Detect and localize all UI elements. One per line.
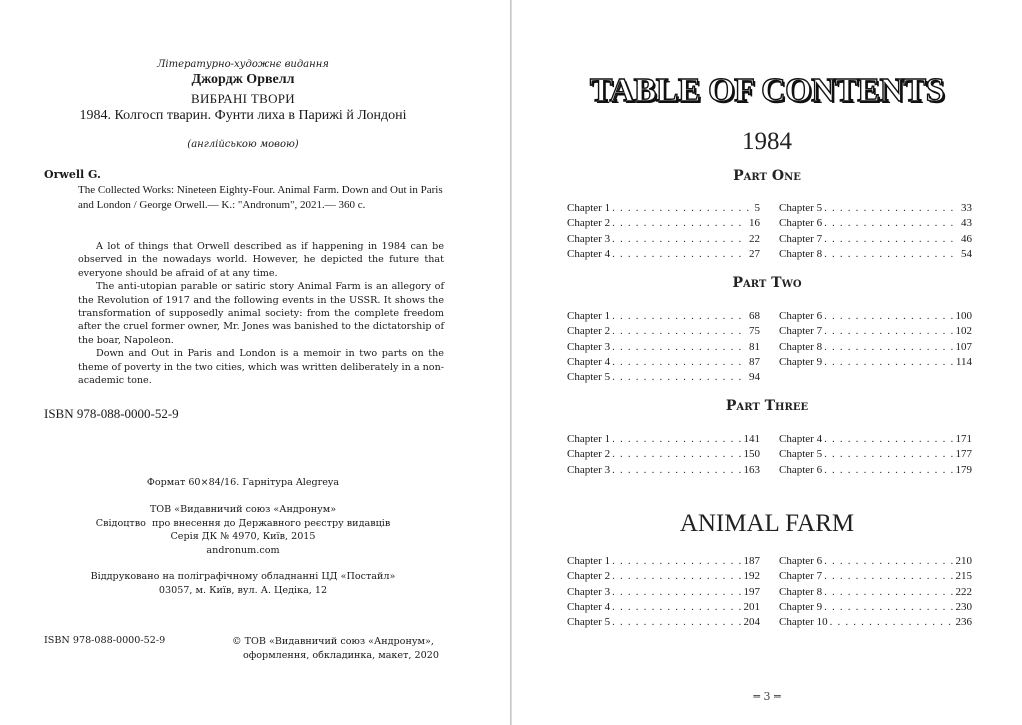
chapter-page-number: 81 bbox=[749, 340, 760, 353]
right-page-toc bbox=[512, 0, 1022, 725]
toc-list bbox=[779, 554, 972, 630]
chapter-page-number: 230 bbox=[955, 600, 972, 613]
dot-leader bbox=[824, 309, 953, 324]
format-text: Формат 60×84/16. Гарнітура Alegreya bbox=[146, 477, 340, 488]
toc-entry bbox=[567, 232, 760, 247]
toc-list bbox=[779, 309, 972, 370]
toc-entry bbox=[779, 585, 972, 600]
chapter-label: Chapter 7 bbox=[779, 325, 823, 338]
chapter-page-number: 54 bbox=[961, 247, 972, 260]
chapter-label: Chapter 4 bbox=[567, 247, 611, 260]
book-title-1984: 1984 bbox=[742, 128, 792, 155]
series-label: Літературно-художнє видання bbox=[157, 59, 329, 70]
dot-leader bbox=[612, 585, 741, 600]
toc-list bbox=[779, 201, 972, 262]
chapter-label: Chapter 3 bbox=[567, 463, 611, 476]
dot-leader bbox=[612, 216, 747, 231]
dot-leader bbox=[612, 432, 741, 447]
copyright-line: оформлення, обкладинка, макет, 2020 bbox=[243, 650, 439, 661]
works-list: 1984. Колгосп тварин. Фунти лиха в Парижі й Лондоні bbox=[79, 108, 407, 123]
collection-title: ВИБРАНІ ТВОРИ bbox=[191, 91, 295, 106]
chapter-label: Chapter 6 bbox=[779, 463, 823, 476]
toc-entry bbox=[567, 432, 760, 447]
chapter-page-number: 197 bbox=[743, 585, 760, 598]
chapter-page-number: 187 bbox=[743, 555, 760, 567]
catalog-description: The Collected Works: Nineteen Eighty-Four. Animal Farm. Down and Out in Paris and London / George Orwell.— K.: "Andronum", 2021.— 360 c. bbox=[78, 184, 443, 211]
chapter-page-number: 102 bbox=[955, 325, 972, 338]
toc-entry bbox=[779, 232, 972, 247]
toc-entry bbox=[779, 247, 972, 262]
dot-leader bbox=[612, 201, 752, 216]
dot-leader bbox=[824, 463, 953, 478]
toc-entry bbox=[779, 309, 972, 324]
chapter-page-number: 150 bbox=[743, 448, 760, 461]
footer-copyright bbox=[232, 635, 439, 663]
printing-block bbox=[40, 570, 446, 597]
chapter-page-number: 100 bbox=[955, 310, 972, 322]
chapter-page-number: 236 bbox=[955, 616, 972, 629]
chapter-label: Chapter 5 bbox=[567, 371, 611, 384]
chapter-label: Chapter 4 bbox=[779, 433, 823, 445]
toc-list bbox=[567, 432, 760, 478]
toc-entry bbox=[567, 324, 760, 339]
chapter-label: Chapter 1 bbox=[567, 202, 611, 214]
toc-entry bbox=[567, 340, 760, 355]
chapter-page-number: 27 bbox=[749, 247, 760, 260]
chapter-label: Chapter 6 bbox=[779, 310, 823, 322]
chapter-page-number: 107 bbox=[955, 340, 972, 353]
dot-leader bbox=[612, 370, 747, 385]
publisher-line: ТОВ «Видавничий союз «Андронум» bbox=[149, 504, 337, 515]
chapter-label: Chapter 4 bbox=[567, 355, 611, 368]
dot-leader bbox=[612, 463, 741, 478]
toc-entry bbox=[779, 340, 972, 355]
abstract bbox=[78, 240, 444, 387]
dot-leader bbox=[612, 340, 747, 355]
chapter-label: Chapter 3 bbox=[567, 232, 611, 245]
dot-leader bbox=[612, 324, 747, 339]
dot-leader bbox=[824, 216, 959, 231]
publisher-line: Свідоцтво про внесення до Державного реєстру видавців bbox=[95, 517, 391, 529]
printing-line: Віддруковано на поліграфічному обладнанні ЦД «Постайл» bbox=[90, 571, 396, 582]
dot-leader bbox=[612, 615, 741, 630]
toc-entry bbox=[779, 324, 972, 339]
toc-list bbox=[567, 201, 760, 262]
toc-entry bbox=[779, 201, 972, 216]
language-note: (англійською мовою) bbox=[187, 139, 299, 150]
toc-entry bbox=[567, 600, 760, 615]
footer-isbn: ISBN 978-088-0000-52-9 bbox=[44, 635, 166, 646]
dot-leader bbox=[824, 201, 959, 216]
dot-leader bbox=[612, 355, 747, 370]
toc-list bbox=[567, 309, 760, 385]
toc-entry bbox=[567, 585, 760, 600]
dot-leader bbox=[612, 309, 747, 324]
abstract-paragraph: The anti-utopian parable or satiric story Animal Farm is an allegory of the Revolution of 1917 and the following events in the USSR. It shows the transformation of supposedly animal society: from the complete freedom after the cruel former owner, Mr. Jones was banished to the dictatorship of the boar, Napoleon. bbox=[78, 281, 444, 346]
abstract-paragraph: A lot of things that Orwell described as if happening in 1984 can be observed in the nowadays world. However, he depicted the future that everyone should be afraid of at any time. bbox=[78, 241, 444, 279]
toc-entry bbox=[779, 554, 972, 569]
format-line bbox=[40, 476, 446, 490]
toc-entry bbox=[567, 554, 760, 569]
chapter-page-number: 22 bbox=[749, 232, 760, 245]
chapter-page-number: 68 bbox=[749, 310, 760, 322]
dot-leader bbox=[612, 232, 747, 247]
chapter-page-number: 215 bbox=[955, 570, 972, 583]
dot-leader bbox=[824, 585, 953, 600]
publisher-block bbox=[40, 503, 446, 557]
publisher-line: Серія ДК № 4970, Київ, 2015 bbox=[170, 531, 316, 543]
chapter-label: Chapter 6 bbox=[779, 555, 823, 567]
dot-leader bbox=[612, 600, 741, 615]
chapter-page-number: 5 bbox=[754, 202, 760, 214]
chapter-label: Chapter 5 bbox=[779, 448, 823, 461]
chapter-page-number: 201 bbox=[743, 600, 760, 613]
toc-entry bbox=[779, 432, 972, 447]
toc-entry bbox=[779, 600, 972, 615]
chapter-label: Chapter 2 bbox=[567, 570, 611, 583]
chapter-label: Chapter 2 bbox=[567, 325, 611, 338]
chapter-page-number: 33 bbox=[961, 202, 972, 214]
chapter-page-number: 222 bbox=[955, 585, 972, 598]
toc-entry bbox=[567, 309, 760, 324]
chapter-label: Chapter 8 bbox=[779, 585, 823, 598]
chapter-page-number: 75 bbox=[749, 325, 760, 338]
toc-entry bbox=[567, 355, 760, 370]
dot-leader bbox=[824, 432, 953, 447]
toc-title: TABLE OF CONTENTS bbox=[589, 72, 945, 109]
chapter-page-number: 163 bbox=[743, 463, 760, 476]
book-title-animal-farm: ANIMAL FARM bbox=[679, 510, 855, 537]
chapter-label: Chapter 5 bbox=[567, 616, 611, 629]
toc-list bbox=[779, 432, 972, 478]
dot-leader bbox=[612, 569, 741, 584]
part-three-heading: Part Three bbox=[725, 398, 809, 414]
chapter-label: Chapter 8 bbox=[779, 340, 823, 353]
chapter-label: Chapter 10 bbox=[779, 616, 828, 629]
chapter-label: Chapter 1 bbox=[567, 433, 611, 445]
chapter-label: Chapter 3 bbox=[567, 585, 611, 598]
toc-entry bbox=[779, 355, 972, 370]
dot-leader bbox=[612, 554, 741, 569]
dot-leader bbox=[824, 600, 953, 615]
dot-leader bbox=[824, 340, 953, 355]
dot-leader bbox=[824, 324, 953, 339]
toc-entry bbox=[567, 216, 760, 231]
chapter-label: Chapter 7 bbox=[779, 570, 823, 583]
toc-entry bbox=[567, 201, 760, 216]
dot-leader bbox=[824, 232, 959, 247]
chapter-label: Chapter 4 bbox=[567, 600, 611, 613]
dot-leader bbox=[612, 447, 741, 462]
dot-leader bbox=[830, 615, 954, 630]
chapter-page-number: 43 bbox=[961, 217, 972, 230]
toc-entry bbox=[567, 569, 760, 584]
chapter-page-number: 210 bbox=[955, 555, 972, 567]
copyright-line: © ТОВ «Видавничий союз «Андронум», bbox=[232, 636, 434, 647]
part-two-heading: Part Two bbox=[732, 275, 802, 291]
dot-leader bbox=[824, 554, 953, 569]
chapter-page-number: 87 bbox=[749, 355, 760, 368]
toc-list bbox=[567, 554, 760, 630]
left-page-imprint bbox=[0, 0, 510, 725]
chapter-label: Chapter 8 bbox=[779, 247, 823, 260]
toc-entry bbox=[567, 463, 760, 478]
isbn: ISBN 978-088-0000-52-9 bbox=[44, 406, 179, 421]
chapter-page-number: 192 bbox=[743, 570, 760, 583]
chapter-label: Chapter 9 bbox=[779, 355, 823, 368]
chapter-label: Chapter 6 bbox=[779, 217, 823, 230]
author-name: Джордж Орвелл bbox=[191, 72, 295, 87]
chapter-page-number: 114 bbox=[955, 355, 972, 368]
chapter-page-number: 141 bbox=[743, 433, 760, 445]
toc-entry bbox=[779, 463, 972, 478]
toc-entry bbox=[779, 216, 972, 231]
toc-entry bbox=[567, 247, 760, 262]
dot-leader bbox=[612, 247, 747, 262]
chapter-page-number: 179 bbox=[955, 463, 972, 476]
toc-entry bbox=[779, 615, 972, 630]
chapter-page-number: 16 bbox=[749, 217, 760, 230]
publisher-website: andronum.com bbox=[206, 544, 280, 556]
dot-leader bbox=[824, 569, 953, 584]
toc-entry bbox=[779, 569, 972, 584]
chapter-label: Chapter 2 bbox=[567, 217, 611, 230]
dot-leader bbox=[824, 355, 954, 370]
chapter-label: Chapter 1 bbox=[567, 555, 611, 567]
toc-entry bbox=[779, 447, 972, 462]
toc-entry bbox=[567, 447, 760, 462]
printing-line: 03057, м. Київ, вул. А. Цедіка, 12 bbox=[158, 584, 328, 596]
chapter-label: Chapter 5 bbox=[779, 202, 823, 214]
chapter-page-number: 94 bbox=[749, 371, 760, 384]
toc-entry bbox=[567, 615, 760, 630]
dot-leader bbox=[824, 447, 953, 462]
chapter-page-number: 171 bbox=[955, 433, 972, 445]
toc-entry bbox=[567, 370, 760, 385]
page-number: ═ 3 ═ bbox=[753, 690, 781, 703]
chapter-page-number: 177 bbox=[955, 448, 972, 461]
part-one-heading: Part One bbox=[733, 168, 801, 184]
catalog-author: Orwell G. bbox=[44, 168, 101, 181]
chapter-label: Chapter 1 bbox=[567, 310, 611, 322]
chapter-page-number: 204 bbox=[743, 616, 760, 629]
chapter-label: Chapter 3 bbox=[567, 340, 611, 353]
chapter-page-number: 46 bbox=[961, 232, 972, 245]
chapter-label: Chapter 7 bbox=[779, 232, 823, 245]
chapter-label: Chapter 9 bbox=[779, 600, 823, 613]
chapter-label: Chapter 2 bbox=[567, 448, 611, 461]
abstract-paragraph: Down and Out in Paris and London is a memoir in two parts on the theme of poverty in the two cities, which was written deliberately in a non-academic tone. bbox=[78, 348, 444, 387]
dot-leader bbox=[824, 247, 959, 262]
